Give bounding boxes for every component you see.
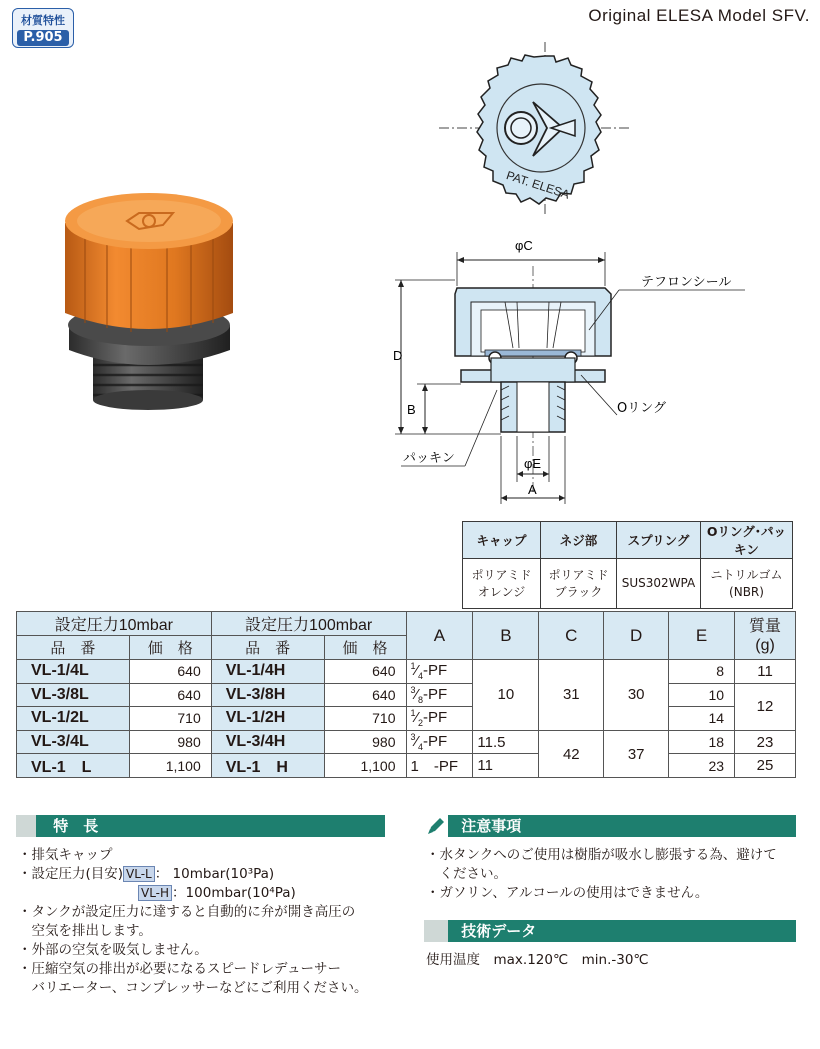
col-mass: 質量 (g) — [735, 612, 796, 660]
price-header-100: 価 格 — [324, 636, 406, 660]
model-title: Original ELESA Model SFV. — [588, 6, 810, 25]
mat-header-oring: Oリング･パッキン — [701, 522, 793, 559]
dim-b-label: B — [407, 402, 416, 417]
section-drawing — [385, 230, 755, 510]
tag-vl-l: VL-L — [123, 866, 155, 882]
mat-spring: SUS302WPA — [617, 559, 701, 609]
col-a: A — [406, 612, 473, 660]
table-row: VL-3/8L 640 VL-3/8H 640 $^3⁄_8-PF$ 10 12 — [17, 683, 796, 707]
caution-list: ・水タンクへのご使用は樹脂が吸水し膨張する為、避けて ください。 ・ガソリン、アルコールの使用はできません。 — [426, 847, 777, 901]
dim-a-label: A — [528, 482, 537, 497]
top-view-engraving: PAT. ELESA — [504, 168, 572, 202]
pencil-icon — [424, 815, 448, 837]
col-b: B — [473, 612, 539, 660]
teflon-seal-label: テフロンシール — [641, 275, 732, 290]
badge-page: P.905 — [17, 30, 69, 46]
group-10mbar: 設定圧力10mbar — [17, 612, 212, 636]
mat-header-spring: スプリング — [617, 522, 701, 559]
pn-header-100: 品 番 — [211, 636, 324, 660]
tag-vl-h: VL-H — [138, 885, 172, 901]
caution-header — [424, 815, 796, 837]
dim-e-label: φE — [524, 456, 542, 471]
tech-header — [424, 920, 796, 942]
table-row: VL-1 L 1,100 VL-1 H 1,100 1 -PF 11 23 25 — [17, 754, 796, 778]
features-title: 特 長 — [53, 817, 99, 835]
section-marker — [16, 815, 36, 837]
table-row: VL-1/4L 640 VL-1/4H 640 $^1⁄_4-PF$ 10 31 30 8 11 — [17, 660, 796, 684]
mat-oring: ニトリルゴム (NBR) — [701, 559, 793, 609]
section-marker — [424, 920, 448, 942]
caution-title: 注意事項 — [461, 817, 522, 835]
product-photo — [55, 185, 270, 420]
price-header-10: 価 格 — [129, 636, 211, 660]
col-d: D — [604, 612, 669, 660]
dim-d-label: D — [393, 348, 403, 363]
spec-table — [16, 611, 796, 778]
badge-label: 材質特性 — [21, 14, 65, 27]
col-c: C — [539, 612, 604, 660]
operating-temperature: 使用温度 max.120℃ min.-30℃ — [426, 952, 649, 968]
mat-header-cap: キャップ — [463, 522, 541, 559]
top-view-drawing — [435, 40, 635, 220]
mat-header-thread: ネジ部 — [541, 522, 617, 559]
group-100mbar: 設定圧力100mbar — [211, 612, 406, 636]
dim-c-label: φC — [515, 238, 533, 253]
pn-header-10: 品 番 — [17, 636, 130, 660]
tech-title: 技術データ — [461, 922, 537, 940]
features-header — [16, 815, 385, 837]
table-row: VL-1/2L 710 VL-1/2H 710 $^1⁄_2-PF$ 14 — [17, 707, 796, 731]
mat-thread: ポリアミド ブラック — [541, 559, 617, 609]
mat-cap: ポリアミド オレンジ — [463, 559, 541, 609]
table-row: VL-3/4L 980 VL-3/4H 980 $^3⁄_4-PF$ 11.5 42 37 18 23 — [17, 730, 796, 754]
packing-label: パッキン — [403, 451, 455, 466]
features-list: ・排気キャップ ・設定圧力(目安) VL-L ： 10mbar(10³Pa) VL-H ：100mbar(10⁴Pa) ・タンクが設定圧力に達すると自動的に弁が開き高圧の 空気を排出します。 ・外部の空気を吸気しません。 ・圧縮空気の排出が必要になるスピードレデューサー バリエーター、コンプレッサーなどにご利用ください。 — [18, 847, 368, 996]
materials-table — [462, 521, 793, 609]
col-e: E — [669, 612, 735, 660]
material-reference-badge[interactable] — [12, 8, 74, 48]
oring-label: Oリング — [617, 401, 666, 416]
